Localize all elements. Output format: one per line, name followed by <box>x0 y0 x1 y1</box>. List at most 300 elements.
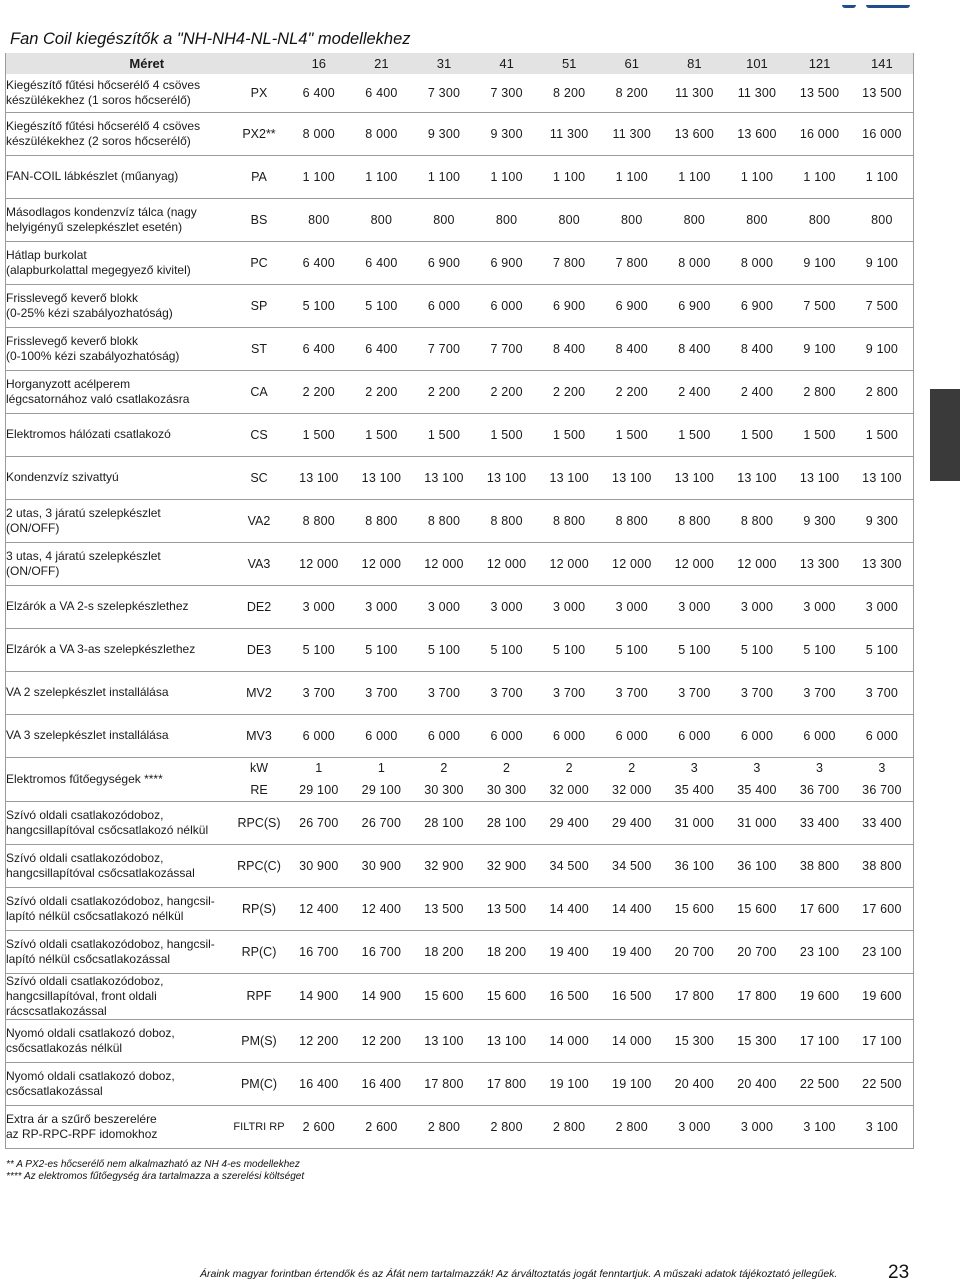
product-code: CS <box>231 413 288 456</box>
row-description <box>6 155 231 198</box>
product-code: ST <box>231 327 288 370</box>
price-cell: 34 500 <box>538 844 601 887</box>
price-cell: 2 600 <box>350 1105 413 1148</box>
price-cell: 14 900 <box>350 973 413 1019</box>
price-cell: 16 400 <box>350 1062 413 1105</box>
price-cell: 3 100 <box>788 1105 851 1148</box>
price-cell: 16 000 <box>851 112 914 155</box>
price-cell: 16 400 <box>288 1062 351 1105</box>
price-cell: 38 800 <box>788 844 851 887</box>
price-cell: 20 700 <box>663 930 726 973</box>
price-cell: 1 100 <box>350 155 413 198</box>
table-row <box>6 671 914 714</box>
table-row <box>6 801 914 844</box>
table-row <box>6 1062 914 1105</box>
power-cell: 1 <box>315 761 323 776</box>
price-cell: 6 000 <box>538 714 601 757</box>
description-line: az RP-RPC-RPF idomokhoz <box>6 1126 158 1141</box>
description-line: Kondenzvíz szivattyú <box>6 470 119 484</box>
price-cell: 11 300 <box>726 74 789 112</box>
power-cell: 2 <box>503 761 511 776</box>
row-description <box>6 370 231 413</box>
price-cell: 15 300 <box>726 1019 789 1062</box>
description-line: Kiegészítő fűtési hőcserélő 4 csöves <box>6 77 201 92</box>
price-cell: 29 400 <box>538 801 601 844</box>
price-cell: 8 200 <box>600 74 663 112</box>
price-cell: 2 200 <box>288 370 351 413</box>
price-cell: 30 300 <box>413 779 476 801</box>
price-cell: 5 100 <box>350 284 413 327</box>
description-line: (ON/OFF) <box>6 520 60 535</box>
price-cell: 6 000 <box>726 714 789 757</box>
price-cell: 28 100 <box>475 801 538 844</box>
size-header: 16 <box>288 53 351 74</box>
price-cell: 5 100 <box>600 628 663 671</box>
table-row <box>6 155 914 198</box>
size-header: 31 <box>413 53 476 74</box>
price-cell: 16 000 <box>788 112 851 155</box>
price-cell: 9 300 <box>851 499 914 542</box>
price-cell: 1 100 <box>851 155 914 198</box>
price-cell: 5 100 <box>788 628 851 671</box>
price-cell: 18 200 <box>475 930 538 973</box>
price-cell: 20 700 <box>726 930 789 973</box>
price-cell: 3 000 <box>288 585 351 628</box>
price-cell: 36 700 <box>851 779 914 801</box>
price-cell: 1 500 <box>475 413 538 456</box>
row-description <box>6 112 231 155</box>
description-line: Elektromos hálózati csatlakozó <box>6 427 171 441</box>
price-cell: 3 700 <box>475 671 538 714</box>
price-cell: 1 100 <box>288 155 351 198</box>
price-cell: 29 100 <box>288 779 351 801</box>
size-header: 61 <box>600 53 663 74</box>
price-cell: 28 100 <box>413 801 476 844</box>
side-tab-marker <box>930 389 960 481</box>
product-code: SC <box>231 456 288 499</box>
price-cell: 17 600 <box>788 887 851 930</box>
price-cell: 2 800 <box>475 1105 538 1148</box>
description-line: hangcsillapítóval, front oldali <box>6 988 157 1003</box>
price-cell: 6 000 <box>350 714 413 757</box>
price-cell: 6 900 <box>538 284 601 327</box>
price-cell: 6 000 <box>475 284 538 327</box>
price-cell: 12 000 <box>288 542 351 585</box>
description-line: lapító nélkül csőcsatlakozó nélkül <box>6 908 184 923</box>
table-row <box>6 74 914 112</box>
price-cell: 3 700 <box>788 671 851 714</box>
price-cell: 3 000 <box>350 585 413 628</box>
footnote: ** A PX2-es hőcserélő nem alkalmazható az NH 4-es modellekhez <box>6 1159 300 1170</box>
description-line: Szívó oldali csatlakozódoboz, <box>6 850 164 865</box>
price-cell: 15 600 <box>726 887 789 930</box>
product-code: MV2 <box>231 671 288 714</box>
price-cell: 9 300 <box>475 112 538 155</box>
price-cell: 1 500 <box>538 413 601 456</box>
price-cell: 6 000 <box>600 714 663 757</box>
product-code: kW <box>249 761 269 776</box>
price-cell: 8 000 <box>726 241 789 284</box>
price-cell: 14 400 <box>538 887 601 930</box>
price-cell: 8 800 <box>600 499 663 542</box>
price-cell: 9 300 <box>788 499 851 542</box>
price-cell: 1 500 <box>350 413 413 456</box>
price-cell: 1 500 <box>663 413 726 456</box>
price-disclaimer: Áraink magyar forintban értendők és az Áfát nem tartalmazzák! Az árváltoztatás jogát fenntartjuk. A műszaki adatok tájékoztató jellegűek. <box>200 1268 838 1280</box>
price-cell: 13 100 <box>663 456 726 499</box>
table-row <box>6 1105 914 1148</box>
price-cell: 35 400 <box>663 779 726 801</box>
size-header: 141 <box>851 53 914 74</box>
price-cell: 17 800 <box>663 973 726 1019</box>
price-cell: 19 400 <box>600 930 663 973</box>
price-cell: 3 700 <box>600 671 663 714</box>
product-code: SP <box>231 284 288 327</box>
price-cell: 6 000 <box>413 284 476 327</box>
table-row <box>6 327 914 370</box>
price-cell: 16 500 <box>600 973 663 1019</box>
description-line: VA 3 szelepkészlet installálása <box>6 728 169 742</box>
price-cell: 32 000 <box>538 779 601 801</box>
price-cell: 29 400 <box>600 801 663 844</box>
price-cell: 3 700 <box>350 671 413 714</box>
price-cell: 17 100 <box>788 1019 851 1062</box>
row-description <box>6 1062 231 1105</box>
price-cell: 16 700 <box>350 930 413 973</box>
price-cell: 22 500 <box>851 1062 914 1105</box>
power-cell: 2 <box>628 761 636 776</box>
price-cell: 12 200 <box>350 1019 413 1062</box>
product-code: VA3 <box>231 542 288 585</box>
price-cell: 3 700 <box>726 671 789 714</box>
description-line: lapító nélkül csőcsatlakozással <box>6 951 171 966</box>
row-description <box>6 327 231 370</box>
row-description <box>6 1105 231 1148</box>
price-cell: 36 700 <box>788 779 851 801</box>
description-line: Elzárók a VA 3-as szelepkészlethez <box>6 642 196 656</box>
price-cell: 6 900 <box>600 284 663 327</box>
price-cell: 13 500 <box>413 887 476 930</box>
price-cell: 31 000 <box>726 801 789 844</box>
product-code: PC <box>231 241 288 284</box>
price-cell: 800 <box>288 198 351 241</box>
price-cell: 2 200 <box>413 370 476 413</box>
price-cell: 30 900 <box>288 844 351 887</box>
description-line: csőcsatlakozás nélkül <box>6 1040 123 1055</box>
price-cell: 1 500 <box>600 413 663 456</box>
price-cell: 6 400 <box>288 327 351 370</box>
price-cell: 36 100 <box>726 844 789 887</box>
price-cell: 34 500 <box>600 844 663 887</box>
price-cell: 3 000 <box>663 1105 726 1148</box>
price-cell: 8 200 <box>538 74 601 112</box>
price-cell: 12 000 <box>475 542 538 585</box>
price-cell: 13 300 <box>851 542 914 585</box>
table-row <box>6 198 914 241</box>
price-cell: 16 500 <box>538 973 601 1019</box>
price-cell: 1 100 <box>538 155 601 198</box>
price-cell: 8 400 <box>600 327 663 370</box>
electric-heater-rows <box>6 757 914 801</box>
price-cell: 8 000 <box>350 112 413 155</box>
price-cell: 5 100 <box>663 628 726 671</box>
row-description <box>6 973 231 1019</box>
description-line: rácscsatlakozással <box>6 1003 107 1018</box>
price-cell: 36 100 <box>663 844 726 887</box>
price-cell: 2 400 <box>663 370 726 413</box>
description-line: légcsatornához való csatlakozásra <box>6 391 190 406</box>
price-cell: 3 000 <box>788 585 851 628</box>
power-cell: 2 <box>440 761 448 776</box>
description-line: Szívó oldali csatlakozódoboz, <box>6 973 164 988</box>
description-line: VA 2 szelepkészlet installálása <box>6 685 169 699</box>
table-row <box>6 844 914 887</box>
price-cell: 9 100 <box>851 327 914 370</box>
description-line: Szívó oldali csatlakozódoboz, <box>6 807 164 822</box>
price-cell: 7 700 <box>475 327 538 370</box>
product-code: PX <box>231 74 288 112</box>
box-rows <box>6 801 914 1148</box>
product-code: RPF <box>231 973 288 1019</box>
price-cell: 12 000 <box>413 542 476 585</box>
price-cell: 3 000 <box>413 585 476 628</box>
description-line: (0-25% kézi szabályozhatóság) <box>6 305 173 320</box>
row-description <box>6 284 231 327</box>
price-cell: 17 800 <box>726 973 789 1019</box>
description-line: Horganyzott acélperem <box>6 376 131 391</box>
price-cell: 3 000 <box>663 585 726 628</box>
table-row <box>6 628 914 671</box>
price-cell: 32 900 <box>475 844 538 887</box>
product-code: CA <box>231 370 288 413</box>
product-code: PX2** <box>231 112 288 155</box>
product-code: MV3 <box>231 714 288 757</box>
price-cell: 22 500 <box>788 1062 851 1105</box>
price-cell: 13 600 <box>726 112 789 155</box>
price-cell: 14 000 <box>600 1019 663 1062</box>
product-code: FILTRI RP <box>231 1105 288 1148</box>
price-cell: 13 100 <box>413 456 476 499</box>
price-cell: 13 100 <box>788 456 851 499</box>
price-cell: 15 600 <box>475 973 538 1019</box>
price-cell: 5 100 <box>288 284 351 327</box>
price-cell: 33 400 <box>788 801 851 844</box>
table-row <box>6 585 914 628</box>
row-description <box>6 1019 231 1062</box>
page-number: 23 <box>888 1262 910 1283</box>
product-code: RP(S) <box>231 887 288 930</box>
price-cell: 7 800 <box>600 241 663 284</box>
page-title: Fan Coil kiegészítők a "NH-NH4-NL-NL4" modellekhez <box>10 30 411 48</box>
table-row <box>6 1019 914 1062</box>
product-code: PM(S) <box>231 1019 288 1062</box>
price-cell: 13 500 <box>475 887 538 930</box>
price-cell: 13 100 <box>475 1019 538 1062</box>
price-cell: 3 000 <box>726 585 789 628</box>
price-cell: 1 500 <box>413 413 476 456</box>
price-cell: 12 000 <box>726 542 789 585</box>
price-cell: 1 100 <box>600 155 663 198</box>
price-cell: 31 000 <box>663 801 726 844</box>
description-line: Elzárók a VA 2-s szelepkészlethez <box>6 599 189 613</box>
corner-decoration <box>842 0 910 8</box>
price-cell: 15 600 <box>663 887 726 930</box>
price-cell: 17 100 <box>851 1019 914 1062</box>
price-cell: 6 900 <box>413 241 476 284</box>
price-cell: 9 100 <box>851 241 914 284</box>
price-cell: 2 200 <box>475 370 538 413</box>
price-cell: 6 400 <box>288 241 351 284</box>
description-line: készülékekhez (2 soros hőcserélő) <box>6 133 191 148</box>
description-line: Frisslevegő keverő blokk <box>6 333 139 348</box>
footnotes <box>6 1159 304 1183</box>
power-cell: 3 <box>753 761 761 776</box>
price-cell: 1 500 <box>788 413 851 456</box>
price-cell: 26 700 <box>350 801 413 844</box>
price-cell: 12 200 <box>288 1019 351 1062</box>
price-cell: 1 100 <box>475 155 538 198</box>
accessory-rows <box>6 74 914 757</box>
size-header: 41 <box>475 53 538 74</box>
price-cell: 17 800 <box>475 1062 538 1105</box>
price-cell: 3 000 <box>538 585 601 628</box>
price-cell: 18 200 <box>413 930 476 973</box>
price-cell: 7 800 <box>538 241 601 284</box>
description-line: 3 utas, 4 járatú szelepkészlet <box>6 548 161 563</box>
description-line: (ON/OFF) <box>6 563 60 578</box>
table-row <box>6 499 914 542</box>
description-line: Frisslevegő keverő blokk <box>6 290 139 305</box>
price-cell: 6 900 <box>475 241 538 284</box>
price-cell: 19 600 <box>788 973 851 1019</box>
price-cell: 1 500 <box>851 413 914 456</box>
price-cell: 13 500 <box>788 74 851 112</box>
price-cell: 3 700 <box>851 671 914 714</box>
product-code: DE3 <box>231 628 288 671</box>
price-cell: 5 100 <box>288 628 351 671</box>
price-cell: 5 100 <box>851 628 914 671</box>
price-cell: 2 200 <box>350 370 413 413</box>
description-line: hangcsillapítóval csőcsatlakozó nélkül <box>6 822 209 837</box>
product-code: RPC(S) <box>231 801 288 844</box>
price-cell: 5 100 <box>475 628 538 671</box>
price-cell: 800 <box>726 198 789 241</box>
price-cell: 13 600 <box>663 112 726 155</box>
price-cell: 6 400 <box>288 74 351 112</box>
price-cell: 14 400 <box>600 887 663 930</box>
product-code: VA2 <box>231 499 288 542</box>
price-cell: 17 800 <box>413 1062 476 1105</box>
price-cell: 3 700 <box>288 671 351 714</box>
price-cell: 5 100 <box>726 628 789 671</box>
table-row <box>6 757 914 779</box>
price-cell: 8 800 <box>288 499 351 542</box>
price-cell: 8 000 <box>663 241 726 284</box>
price-cell: 800 <box>663 198 726 241</box>
price-cell: 14 900 <box>288 973 351 1019</box>
row-description <box>6 671 231 714</box>
row-description <box>6 198 231 241</box>
table-row <box>6 413 914 456</box>
price-cell: 12 400 <box>350 887 413 930</box>
price-cell: 13 100 <box>413 1019 476 1062</box>
price-cell: 13 500 <box>851 74 914 112</box>
row-description <box>6 499 231 542</box>
row-description <box>6 714 231 757</box>
size-header: 51 <box>538 53 601 74</box>
price-cell: 3 000 <box>726 1105 789 1148</box>
price-cell: 7 700 <box>413 327 476 370</box>
price-cell: 30 300 <box>475 779 538 801</box>
price-table <box>5 53 914 1149</box>
price-cell: 30 900 <box>350 844 413 887</box>
table-row <box>6 241 914 284</box>
row-description <box>6 542 231 585</box>
price-cell: 2 800 <box>600 1105 663 1148</box>
row-description <box>6 74 231 112</box>
price-cell: 12 000 <box>600 542 663 585</box>
price-cell: 2 200 <box>600 370 663 413</box>
table-row <box>6 284 914 327</box>
description-line: 2 utas, 3 járatú szelepkészlet <box>6 505 161 520</box>
price-cell: 800 <box>600 198 663 241</box>
table-row <box>6 930 914 973</box>
price-cell: 3 000 <box>851 585 914 628</box>
price-cell: 20 400 <box>726 1062 789 1105</box>
price-cell: 800 <box>788 198 851 241</box>
description-line: csőcsatlakozással <box>6 1083 103 1098</box>
price-cell: 8 800 <box>726 499 789 542</box>
price-cell: 8 400 <box>538 327 601 370</box>
header-row <box>6 53 914 74</box>
price-cell: 1 500 <box>726 413 789 456</box>
size-header: 101 <box>726 53 789 74</box>
table-row <box>6 370 914 413</box>
price-cell: 9 100 <box>788 327 851 370</box>
price-cell: 6 400 <box>350 74 413 112</box>
price-cell: 8 800 <box>413 499 476 542</box>
product-code: PM(C) <box>231 1062 288 1105</box>
price-cell: 13 300 <box>788 542 851 585</box>
description-line: FAN-COIL lábkészlet (műanyag) <box>6 169 179 183</box>
price-cell: 2 800 <box>538 1105 601 1148</box>
power-cell: 3 <box>690 761 698 776</box>
description-line: Nyomó oldali csatlakozó doboz, <box>6 1068 175 1083</box>
price-cell: 1 100 <box>663 155 726 198</box>
price-cell: 8 800 <box>350 499 413 542</box>
price-cell: 3 000 <box>475 585 538 628</box>
price-cell: 6 000 <box>413 714 476 757</box>
price-cell: 33 400 <box>851 801 914 844</box>
price-cell: 6 400 <box>350 241 413 284</box>
power-cell: 3 <box>815 761 824 776</box>
price-cell: 8 400 <box>663 327 726 370</box>
product-code: DE2 <box>231 585 288 628</box>
price-cell: 26 700 <box>288 801 351 844</box>
power-cell: 2 <box>565 761 573 776</box>
description-line: Extra ár a szűrő beszerelére <box>6 1111 157 1126</box>
price-cell: 11 300 <box>538 112 601 155</box>
price-cell: 23 100 <box>788 930 851 973</box>
product-code: PA <box>231 155 288 198</box>
price-cell: 13 100 <box>600 456 663 499</box>
price-cell: 19 400 <box>538 930 601 973</box>
price-cell: 2 600 <box>288 1105 351 1148</box>
description-line: készülékekhez (1 soros hőcserélő) <box>6 92 191 107</box>
price-cell: 1 100 <box>788 155 851 198</box>
price-cell: 800 <box>413 198 476 241</box>
price-cell: 6 000 <box>288 714 351 757</box>
